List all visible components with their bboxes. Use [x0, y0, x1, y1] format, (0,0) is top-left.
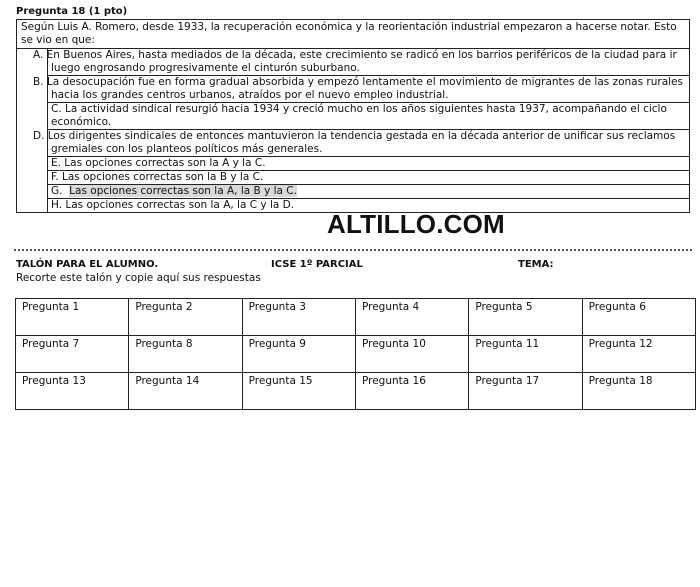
question-stem: Según Luis A. Romero, desde 1933, la recuperación económica y la reorientación industrial empezaron a hacerse notar. Esto se vio en que:	[17, 20, 690, 49]
answer-cell[interactable]: Pregunta 13	[16, 373, 129, 410]
answer-grid	[15, 298, 696, 410]
answer-cell[interactable]: Pregunta 7	[16, 336, 129, 373]
answer-row	[16, 336, 696, 373]
option-h[interactable]: H. Las opciones correctas son la A, la C y la D.	[48, 199, 690, 213]
option-f[interactable]: F. Las opciones correctas son la B y la C.	[48, 171, 690, 185]
cut-line-divider	[14, 249, 692, 251]
option-row	[17, 103, 690, 130]
answer-cell[interactable]: Pregunta 10	[355, 336, 468, 373]
option-row	[17, 76, 690, 103]
answer-cell[interactable]: Pregunta 9	[242, 336, 355, 373]
brand-watermark: ALTILLO.COM	[327, 209, 505, 239]
option-g-label: G.	[51, 185, 63, 197]
option-g[interactable]	[48, 185, 690, 199]
option-b[interactable]: B. La desocupación fue en forma gradual absorbida y empezó lentamente el movimiento de migrantes de las zonas rurales hacia los grandes centros urbanos, atraídos por el nuevo empleo industrial.	[48, 76, 690, 103]
talon-instructions: Recorte este talón y copie aquí sus respuestas	[16, 272, 261, 284]
option-g-text-highlighted: Las opciones correctas son la A, la B y la C.	[69, 185, 297, 197]
question-title: Pregunta 18 (1 pto)	[16, 6, 128, 17]
option-row	[17, 130, 690, 157]
question-table	[16, 19, 690, 213]
option-row	[17, 49, 690, 76]
answer-cell[interactable]: Pregunta 2	[129, 299, 242, 336]
answer-cell[interactable]: Pregunta 11	[469, 336, 582, 373]
exam-name: ICSE 1º PARCIAL	[271, 259, 363, 270]
option-row	[17, 157, 690, 171]
answer-cell[interactable]: Pregunta 17	[469, 373, 582, 410]
answer-cell[interactable]: Pregunta 12	[582, 336, 695, 373]
answer-cell[interactable]: Pregunta 3	[242, 299, 355, 336]
option-d[interactable]: D. Los dirigentes sindicales de entonces mantuvieron la tendencia gestada en la década anterior de unificar sus reclamos gremiales con los planteos políticos más generales.	[48, 130, 690, 157]
answer-cell[interactable]: Pregunta 4	[355, 299, 468, 336]
answer-cell[interactable]: Pregunta 15	[242, 373, 355, 410]
option-row	[17, 185, 690, 199]
answer-cell[interactable]: Pregunta 1	[16, 299, 129, 336]
answer-cell[interactable]: Pregunta 14	[129, 373, 242, 410]
option-a[interactable]: A. En Buenos Aires, hasta mediados de la década, este crecimiento se radicó en los barrios periféricos de la ciudad para ir luego engrosando progresivamente el cinturón suburbano.	[48, 49, 690, 76]
option-e[interactable]: E. Las opciones correctas son la A y la C.	[48, 157, 690, 171]
answer-cell[interactable]: Pregunta 18	[582, 373, 695, 410]
answer-cell[interactable]: Pregunta 6	[582, 299, 695, 336]
answer-row	[16, 373, 696, 410]
tema-label: TEMA:	[518, 259, 554, 270]
talon-title: TALÓN PARA EL ALUMNO.	[16, 259, 159, 270]
answer-cell[interactable]: Pregunta 16	[355, 373, 468, 410]
option-c[interactable]: C. La actividad sindical resurgió hacia 1934 y creció mucho en los años siguientes hasta 1937, acompañando el ciclo económico.	[48, 103, 690, 130]
answer-row	[16, 299, 696, 336]
answer-cell[interactable]: Pregunta 5	[469, 299, 582, 336]
option-row	[17, 171, 690, 185]
answer-cell[interactable]: Pregunta 8	[129, 336, 242, 373]
